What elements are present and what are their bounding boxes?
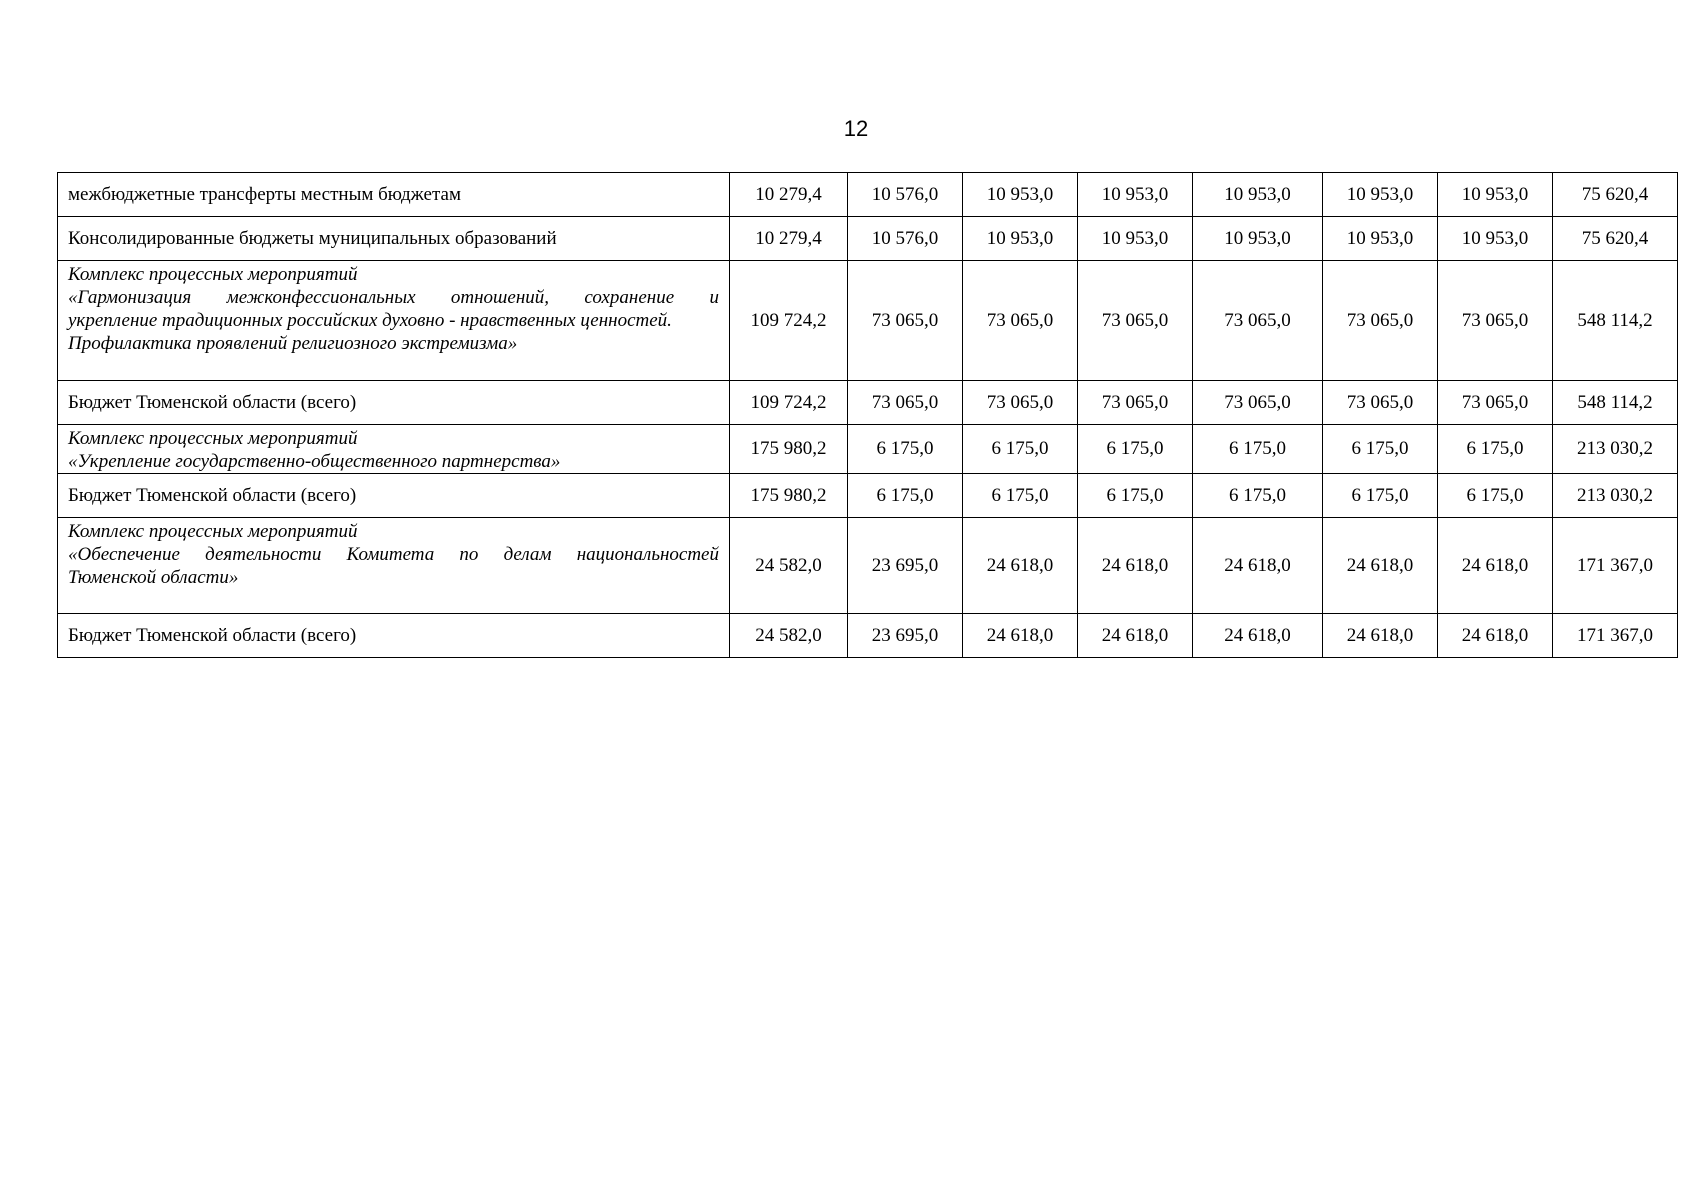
value-cell: 73 065,0 [1078,261,1193,381]
row-label: межбюджетные трансферты местным бюджетам [58,173,730,217]
value-cell: 73 065,0 [1078,381,1193,425]
program-label-line: Комплекс процессных мероприятий [68,428,358,449]
value-cell: 10 953,0 [1323,217,1438,261]
value-cell: 24 618,0 [1323,518,1438,614]
value-cell: 10 953,0 [1438,217,1553,261]
value-cell: 10 576,0 [848,173,963,217]
value-cell: 73 065,0 [848,381,963,425]
program-label [58,425,730,474]
value-cell: 10 953,0 [963,217,1078,261]
table-row [58,614,1678,658]
value-cell: 175 980,2 [730,425,848,474]
value-cell: 73 065,0 [848,261,963,381]
value-cell: 6 175,0 [1323,425,1438,474]
value-cell: 109 724,2 [730,261,848,381]
total-cell: 548 114,2 [1553,381,1678,425]
table-row [58,381,1678,425]
program-label-line: «Укрепление государственно-общественного партнерства» [68,451,561,472]
program-label [58,261,730,381]
value-cell: 10 953,0 [963,173,1078,217]
total-cell: 171 367,0 [1553,614,1678,658]
program-label-line: Профилактика проявлений религиозного экстремизма» [68,333,518,354]
row-label: Бюджет Тюменской области (всего) [58,381,730,425]
value-cell: 24 618,0 [1323,614,1438,658]
table-row [58,217,1678,261]
value-cell: 109 724,2 [730,381,848,425]
value-cell: 73 065,0 [1438,381,1553,425]
value-cell: 10 953,0 [1323,173,1438,217]
value-cell: 6 175,0 [1193,425,1323,474]
page-number: 12 [843,116,869,141]
value-cell: 6 175,0 [848,425,963,474]
value-cell: 24 618,0 [1193,518,1323,614]
value-cell: 10 953,0 [1193,217,1323,261]
program-label-line: «Гармонизация межконфессиональных отношений, сохранение и [68,287,719,308]
value-cell: 10 953,0 [1078,173,1193,217]
value-cell: 10 576,0 [848,217,963,261]
value-cell: 10 953,0 [1193,173,1323,217]
value-cell: 10 953,0 [1438,173,1553,217]
value-cell: 10 953,0 [1078,217,1193,261]
total-cell: 75 620,4 [1553,217,1678,261]
program-label-line: укрепление традиционных российских духовно - нравственных ценностей. [68,310,672,331]
value-cell: 24 582,0 [730,518,848,614]
budget-table [57,172,1678,658]
total-cell: 75 620,4 [1553,173,1678,217]
row-label: Консолидированные бюджеты муниципальных образований [58,217,730,261]
value-cell: 73 065,0 [1193,381,1323,425]
program-label-line: «Обеспечение деятельности Комитета по делам национальностей [68,544,719,565]
table-row [58,474,1678,518]
value-cell: 10 279,4 [730,217,848,261]
value-cell: 24 618,0 [963,518,1078,614]
value-cell: 6 175,0 [848,474,963,518]
value-cell: 24 618,0 [1438,614,1553,658]
value-cell: 73 065,0 [963,261,1078,381]
value-cell: 24 618,0 [963,614,1078,658]
total-cell: 213 030,2 [1553,474,1678,518]
value-cell: 23 695,0 [848,518,963,614]
value-cell: 6 175,0 [1193,474,1323,518]
program-label-line: Комплекс процессных мероприятий [68,264,358,285]
total-cell: 171 367,0 [1553,518,1678,614]
program-label-line: Тюменской области» [68,567,239,588]
table-row [58,261,1678,381]
value-cell: 6 175,0 [963,425,1078,474]
value-cell: 6 175,0 [1078,474,1193,518]
value-cell: 24 618,0 [1438,518,1553,614]
value-cell: 6 175,0 [1438,425,1553,474]
value-cell: 6 175,0 [1438,474,1553,518]
value-cell: 6 175,0 [1078,425,1193,474]
value-cell: 24 618,0 [1078,518,1193,614]
table-row [58,173,1678,217]
value-cell: 24 618,0 [1193,614,1323,658]
total-cell: 548 114,2 [1553,261,1678,381]
value-cell: 24 582,0 [730,614,848,658]
program-label [58,518,730,614]
table-row [58,518,1678,614]
row-label: Бюджет Тюменской области (всего) [58,614,730,658]
value-cell: 73 065,0 [1323,261,1438,381]
value-cell: 6 175,0 [963,474,1078,518]
value-cell: 24 618,0 [1078,614,1193,658]
value-cell: 73 065,0 [1193,261,1323,381]
value-cell: 10 279,4 [730,173,848,217]
table-row [58,425,1678,474]
row-label: Бюджет Тюменской области (всего) [58,474,730,518]
value-cell: 6 175,0 [1323,474,1438,518]
value-cell: 73 065,0 [1438,261,1553,381]
value-cell: 73 065,0 [1323,381,1438,425]
value-cell: 73 065,0 [963,381,1078,425]
value-cell: 23 695,0 [848,614,963,658]
total-cell: 213 030,2 [1553,425,1678,474]
program-label-line: Комплекс процессных мероприятий [68,521,358,542]
value-cell: 175 980,2 [730,474,848,518]
